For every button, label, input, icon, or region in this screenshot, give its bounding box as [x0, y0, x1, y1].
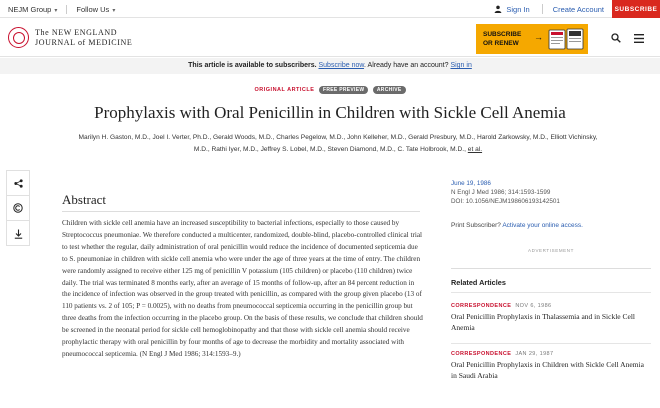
print-subscriber-prompt [451, 222, 583, 229]
abstract-body: Children with sickle cell anemia have an increased susceptibility to bacterial infections, especially to those caused by Streptococcus pneumoniae. We therefore conducted a multicenter, randomized, double-blind, placebo-controlled clinical trial to test whether the regular, daily administration of oral penicillin would reduce the incidence of documented septicemia due to S. pneumoniae in children with sickle cell anemia who were under the age of three years at the time of entry. The children were randomly assigned to receive either 125 mg of penicillin V potassium (105 children) or placebo (110 children) twice daily. The trial was terminated 8 months early, after an average of 15 months of follow-up, after an 84 percent reduction in the incidence of infection was observed in the group treated with penicillin, as compared with the group given placebo (13 of 110 patients vs. 2 of 105; P = 0.0025), with no deaths from pneumococcal septicemia occurring in the penicillin group but three deaths from the infection occurring in the placebo group. On the basis of these results, we conclude that children should be screened in the neonatal period for sickle cell hemoglobinopathy and that those with sickle cell anemia should receive prophylactic therapy with oral penicillin by four months of age to decrease the morbidity and mortality associated with pneumococcal septicemia. (N Engl J Med 1986; 314:1593–9.) [62, 219, 423, 358]
related-article-date: NOV 6, 1986 [515, 303, 552, 309]
doi: DOI: 10.1056/NEJM198606193142501 [451, 198, 560, 205]
nejm-group-label: NEJM Group [8, 5, 52, 14]
related-article-title[interactable]: Oral Penicillin Prophylaxis in Children with Sickle Cell Anemia in Saudi Arabia [451, 360, 644, 380]
advertisement-label: ADVERTISEMENT [528, 248, 574, 253]
divider [542, 4, 543, 14]
top-utility-bar [0, 0, 660, 18]
sign-in-link[interactable] [494, 5, 529, 14]
author-list [78, 132, 598, 156]
share-rail [6, 170, 30, 246]
promo-text [483, 30, 521, 48]
archive-badge: ARCHIVE [373, 86, 406, 94]
follow-us-menu[interactable] [76, 5, 115, 14]
abstract-divider [62, 211, 420, 212]
authors-text: Marilyn H. Gaston, M.D., Joel I. Verter, Ph.D., Gerald Woods, M.D., Charles Pegelow, M.D., John Kelleher, M.D., Gerald Presbury, M.D., Harold Zarkowsky, M.D., Elliott Vichinsky, M.D., Rathi Iyer, M.D., Jeffrey S. Lobel, M.D., Steven Diamond, M.D., C. Tate Holbrook, M.D., [78, 134, 598, 153]
top-right-links [494, 0, 660, 18]
original-article-label: ORIGINAL ARTICLE [254, 87, 315, 93]
promo-line-1: SUBSCRIBE [483, 31, 522, 38]
header-icons [598, 30, 644, 48]
divider [66, 5, 67, 14]
arrow-right-icon: → [534, 32, 543, 42]
chevron-down-icon: ▾ [54, 8, 58, 14]
divider [451, 268, 651, 269]
related-article-date: JAN 29, 1987 [515, 351, 554, 357]
nejm-seal-icon [8, 27, 29, 48]
related-article-kind: CORRESPONDENCE [451, 303, 512, 309]
related-article-title[interactable]: Oral Penicillin Prophylaxis in Thalassemia and in Sickle Cell Anemia [451, 312, 635, 332]
sign-in-label: Sign In [506, 4, 530, 14]
logo-wordmark [35, 28, 132, 48]
abstract-heading: Abstract [62, 192, 107, 207]
free-preview-badge: FREE PREVIEW [319, 86, 368, 94]
user-icon [494, 5, 502, 13]
menu-icon[interactable] [634, 30, 644, 48]
publication-date[interactable]: June 19, 1986 [451, 180, 491, 187]
share-icon [14, 179, 23, 188]
create-account-link[interactable]: Create Account [552, 4, 604, 14]
related-article-label [451, 351, 651, 357]
divider [451, 292, 651, 293]
logo-line-1: The NEW ENGLAND [35, 27, 118, 37]
top-left-links [8, 5, 115, 14]
related-article[interactable] [451, 351, 651, 381]
logo-line-2: JOURNAL of MEDICINE [35, 37, 133, 47]
activate-access-link[interactable]: Activate your online access. [502, 222, 583, 229]
permissions-button[interactable] [7, 196, 29, 221]
article-meta [451, 179, 560, 206]
devices-icon [548, 28, 584, 50]
nejm-group-menu[interactable] [8, 5, 57, 14]
subscribe-now-link[interactable]: Subscribe now [318, 62, 365, 69]
article-title: Prophylaxis with Oral Penicillin in Children with Sickle Cell Anemia [94, 103, 566, 122]
subscribe-renew-promo[interactable] [476, 24, 588, 54]
share-button[interactable] [7, 171, 29, 196]
search-icon[interactable] [611, 30, 621, 48]
notice-sign-in-link[interactable]: Sign in [450, 62, 472, 69]
related-article[interactable] [451, 303, 651, 333]
copyright-icon [13, 203, 23, 213]
related-article-kind: CORRESPONDENCE [451, 351, 512, 357]
notice-text: This article is available to subscribers. [188, 62, 317, 69]
print-subscriber-question: Print Subscriber? [451, 222, 501, 229]
et-al-link[interactable]: et al. [467, 146, 483, 153]
citation: N Engl J Med 1986; 314:1593-1599 [451, 189, 551, 196]
notice-middle-text: . Already have an account? [364, 62, 449, 69]
follow-us-label: Follow Us [76, 5, 110, 14]
divider [451, 343, 651, 344]
download-icon [14, 229, 23, 239]
article-labels [0, 86, 660, 94]
subscribe-button[interactable]: SUBSCRIBE [612, 0, 660, 18]
nejm-logo[interactable] [8, 27, 132, 48]
download-button[interactable] [7, 221, 29, 246]
chevron-down-icon: ▾ [112, 8, 116, 14]
related-article-label [451, 303, 651, 309]
access-notice [0, 58, 660, 74]
related-articles-heading: Related Articles [451, 278, 506, 287]
promo-line-2: OR RENEW [483, 40, 519, 47]
